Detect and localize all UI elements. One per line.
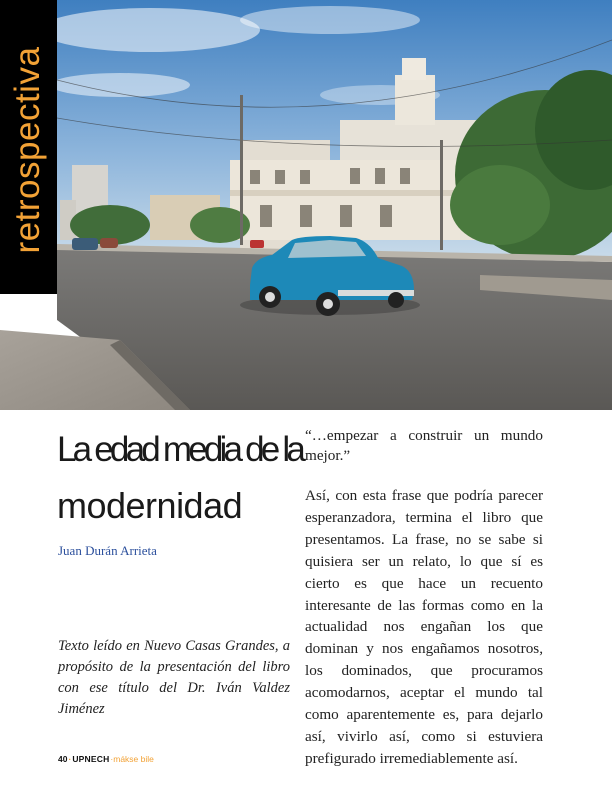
title-line-1: La edad media de la xyxy=(57,430,302,469)
magazine-name: UPNECH xyxy=(72,754,110,764)
article-title xyxy=(57,424,302,536)
body-paragraph: Así, con esta frase que podría parecer esperanzadora, termina el libro que presentamos. La frase, no se sabe si quisiera ser un relato, lo que sí es cierto es que hace un recuento interesante de las formas como en la actualidad nos engañan los que dominan y nos engañamos nosotros, los dominados, que procuramos acomodarnos, aceptar el mundo tal como aparentemente es, para dejarlo así, vivirlo así, como si estuviera prefigurado irremediablemente así. xyxy=(305,487,543,767)
footer-separator: · xyxy=(68,754,72,764)
page-number: 40 xyxy=(58,754,68,764)
title-line-2: modernidad xyxy=(57,485,243,526)
author-name: Juan Durán Arrieta xyxy=(58,543,157,558)
opening-quote: “…empezar a construir un mundo mejor.” xyxy=(305,427,543,464)
section-label: retrospectiva xyxy=(8,46,47,254)
lead-text: Texto leído en Nuevo Casas Grandes, a propósito de la presentación del libro con ese título del Dr. Iván Valdez Jiménez xyxy=(58,638,290,717)
magazine-subtitle: ·mákse bile xyxy=(110,754,154,764)
page-footer xyxy=(58,752,154,766)
section-tab xyxy=(0,0,57,294)
